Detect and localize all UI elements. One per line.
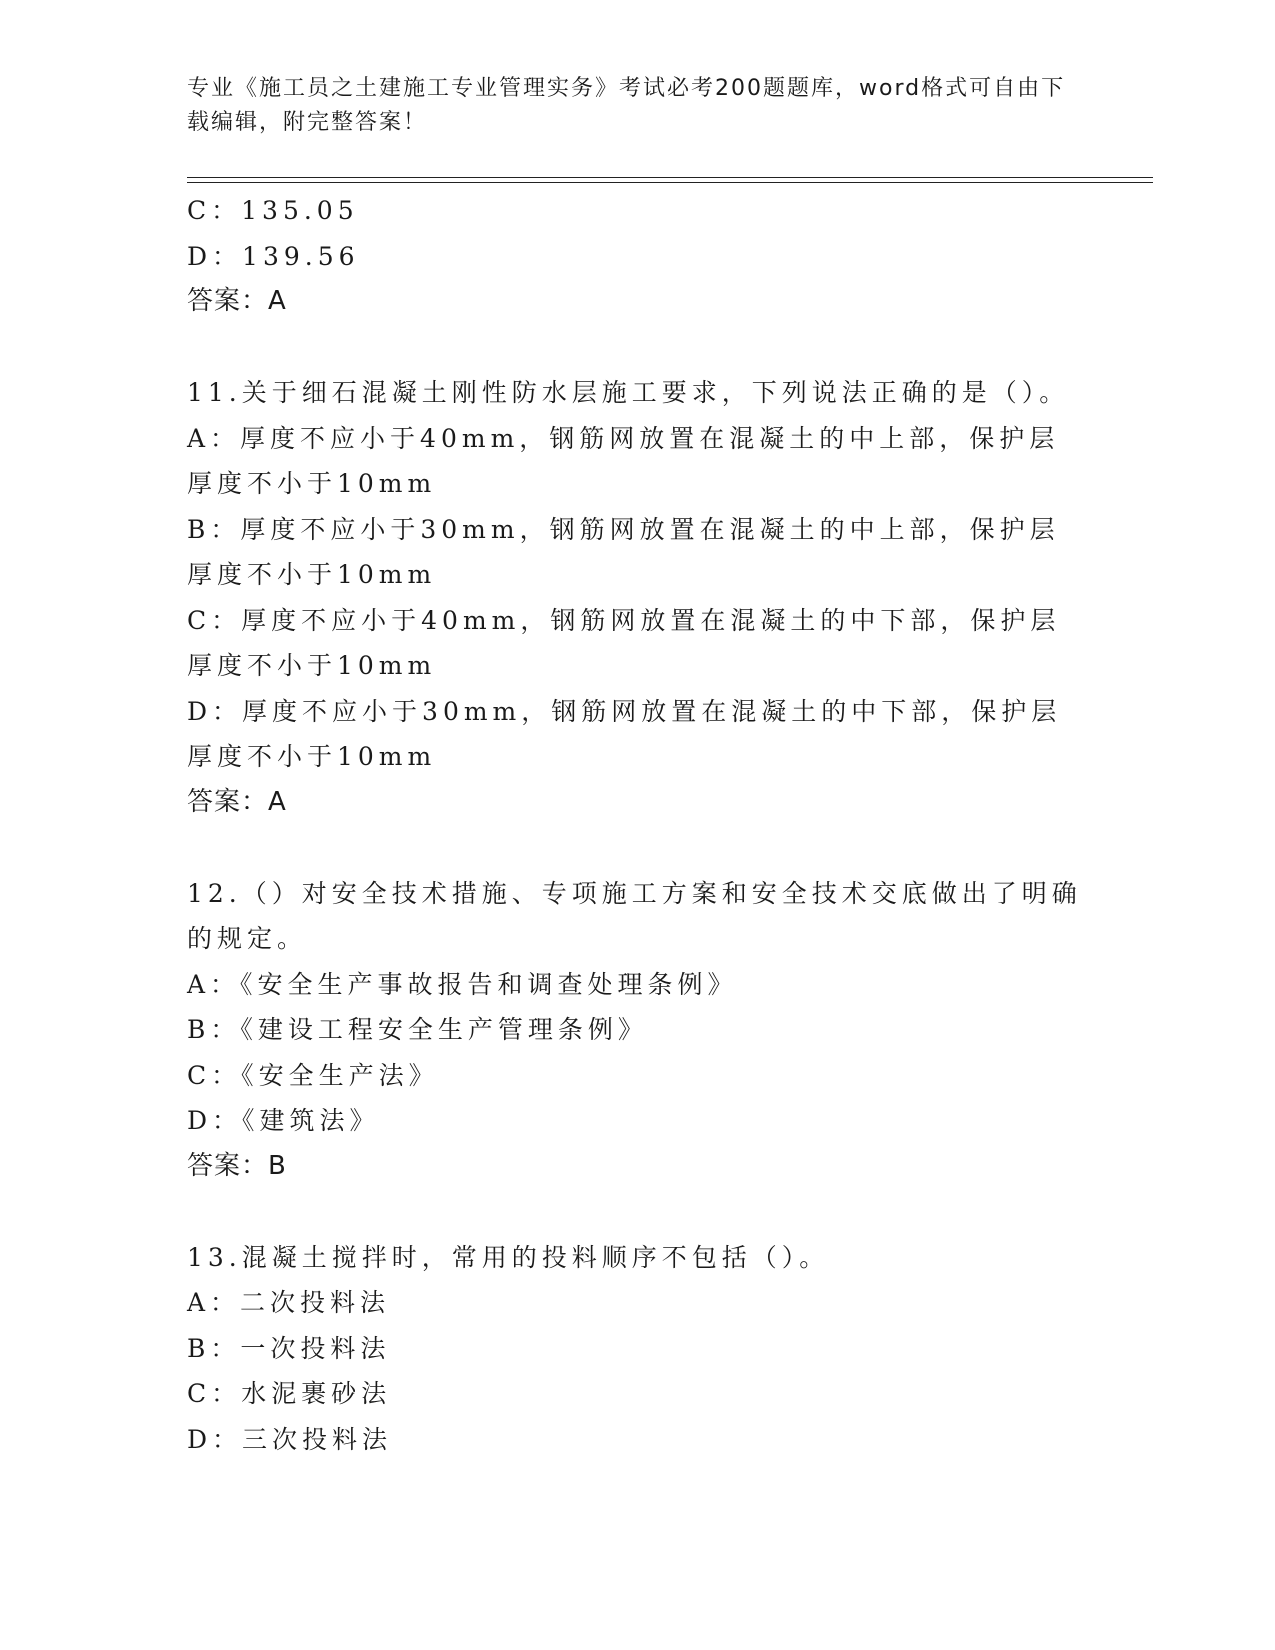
option-a: A：《安全生产事故报告和调查处理条例》 [187,969,738,999]
answer-line: 答案：B [187,1150,287,1181]
option-b: B：厚度不应小于30mm，钢筋网放置在混凝土的中上部，保护层厚度不小于10mm [187,514,1060,589]
document-header: 专业《施工员之土建施工专业管理实务》考试必考200题题库，word格式可自由下载编辑，附完整答案！ [187,76,1066,135]
option-d: D：三次投料法 [187,1424,393,1454]
option-d: D：139.56 [187,241,360,271]
option-d: D：《建筑法》 [187,1106,380,1135]
option-c: C：水泥裹砂法 [187,1379,392,1408]
document-body [187,188,1087,1462]
option-c: C：厚度不应小于40mm，钢筋网放置在混凝土的中下部，保护层厚度不小于10mm [187,605,1061,680]
header-rule-bottom [187,182,1153,183]
answer-line: 答案：A [187,286,287,316]
option-a: A：厚度不应小于40mm，钢筋网放置在混凝土的中上部，保护层厚度不小于10mm [187,423,1060,498]
header-rule-top [187,177,1153,178]
option-b: B：《建设工程安全生产管理条例》 [187,1015,648,1044]
question-13 [187,1235,1087,1463]
option-b: B：一次投料法 [187,1333,391,1363]
question-stem: 13.混凝土搅拌时，常用的投料顺序不包括（）。 [187,1242,830,1272]
option-d: D：厚度不应小于30mm，钢筋网放置在混凝土的中下部，保护层厚度不小于10mm [187,696,1062,771]
question-11 [187,370,1087,825]
question-12 [187,871,1087,1190]
answer-line: 答案：A [187,786,287,817]
option-c: C：135.05 [187,196,359,225]
option-a: A：二次投料法 [187,1288,391,1317]
option-c: C：《安全生产法》 [187,1060,439,1090]
question-stem: 11.关于细石混凝土刚性防水层施工要求，下列说法正确的是（）。 [187,378,1070,407]
question-stem: 12.（）对安全技术措施、专项施工方案和安全技术交底做出了明确的规定。 [187,878,1082,953]
